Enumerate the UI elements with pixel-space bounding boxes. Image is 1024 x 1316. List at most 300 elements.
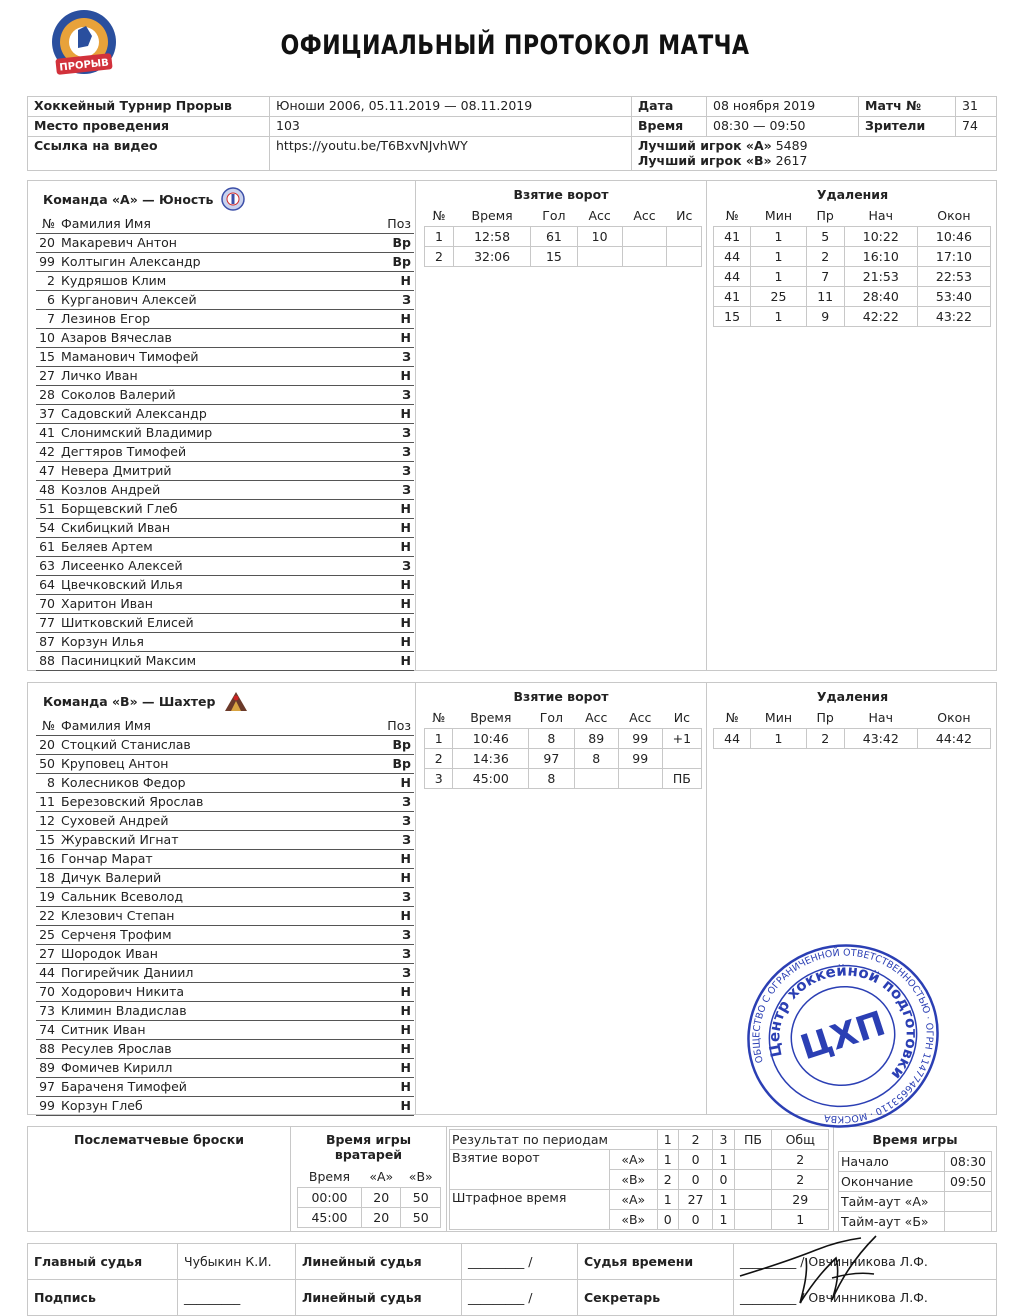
goal-header-g_ast: Асс [577, 206, 622, 226]
game-time-value [945, 1192, 992, 1212]
player-position: Н [384, 328, 414, 347]
player-name: Борщевский Глеб [58, 499, 384, 518]
gk-cell: 45:00 [298, 1207, 362, 1227]
penalty-row [714, 306, 991, 326]
player-position: З [384, 480, 414, 499]
roster-row [36, 575, 414, 594]
penalty-row-cell: 1 [751, 226, 806, 246]
player-number: 99 [36, 1096, 58, 1115]
goal-row-cell [667, 226, 702, 246]
gk-cell: 50 [401, 1207, 441, 1227]
penalty-time-row-cell: «В» [610, 1210, 658, 1230]
team-b-goals-table [424, 708, 702, 789]
penalty-time-row [450, 1190, 829, 1210]
goal-header-g_goal: Гол [531, 206, 578, 226]
player-position: З [384, 290, 414, 309]
roster-row [36, 1020, 414, 1039]
game-time-value: 08:30 [945, 1152, 992, 1172]
penalty-time-row-cell [734, 1210, 772, 1230]
periods-title: Результат по периодам [450, 1130, 658, 1150]
player-name: Харитон Иван [58, 594, 384, 613]
player-position: Н [384, 651, 414, 670]
goal-row-cell: 3 [425, 768, 453, 788]
player-name: Корзун Глеб [58, 1096, 384, 1115]
player-name: Круповец Антон [58, 754, 384, 773]
tournament-value: Юноши 2006, 05.11.2019 — 08.11.2019 [270, 97, 632, 117]
player-name: Макаревич Антон [58, 233, 384, 252]
penalty-row [714, 246, 991, 266]
goal-row-cell: +1 [662, 728, 701, 748]
player-number: 7 [36, 309, 58, 328]
player-position: Н [384, 1020, 414, 1039]
game-time-label: Начало [839, 1152, 945, 1172]
player-position: Н [384, 366, 414, 385]
penalty-row-cell: 17:10 [917, 246, 990, 266]
tournament-label: Хоккейный Турнир Прорыв [28, 97, 270, 117]
roster-row [36, 632, 414, 651]
signature-label: Подпись [28, 1280, 178, 1316]
goal-row-cell: 99 [618, 748, 662, 768]
period-results-table [449, 1129, 829, 1230]
player-number: 2 [36, 271, 58, 290]
venue-label: Место проведения [28, 117, 270, 137]
match-number-value: 31 [956, 97, 997, 117]
roster-row [36, 1039, 414, 1058]
roster-row [36, 1058, 414, 1077]
penalty-row-cell: 44 [714, 246, 751, 266]
player-name: Лезинов Егор [58, 309, 384, 328]
player-name: Пасиницкий Максим [58, 651, 384, 670]
goals-row-cell: «А» [610, 1150, 658, 1170]
roster-row [36, 963, 414, 982]
player-position: Вр [384, 754, 414, 773]
player-number: 70 [36, 982, 58, 1001]
roster-row [36, 252, 414, 271]
roster-row [36, 754, 414, 773]
penalty-time-row-cell: 1 [713, 1190, 734, 1210]
roster-row [36, 1001, 414, 1020]
player-number: 87 [36, 632, 58, 651]
roster-row [36, 347, 414, 366]
player-number: 42 [36, 442, 58, 461]
spectators-label: Зрители [859, 117, 956, 137]
player-name: Соколов Валерий [58, 385, 384, 404]
player-position: З [384, 830, 414, 849]
player-position: Н [384, 613, 414, 632]
roster-row [36, 385, 414, 404]
goal-row-cell: 45:00 [453, 768, 529, 788]
goal-header-g_situation: Ис [667, 206, 702, 226]
player-name: Гончар Марат [58, 849, 384, 868]
goals-row-cell: 0 [713, 1170, 734, 1190]
chief-referee-label: Главный судья [28, 1244, 178, 1280]
penalty-row-cell: 43:22 [917, 306, 990, 326]
player-position: Н [384, 849, 414, 868]
game-time-table [838, 1151, 992, 1232]
game-time-row [839, 1192, 992, 1212]
player-position: Н [384, 594, 414, 613]
goals-row-cell: 1 [657, 1150, 678, 1170]
penalty-row-cell: 1 [751, 266, 806, 286]
penalty-row-cell: 44 [714, 266, 751, 286]
goalkeeper-time-table [297, 1167, 441, 1228]
goals-row-cell: 2 [772, 1170, 829, 1190]
gk-cell: 50 [401, 1187, 441, 1207]
penalty-time-row-cell: 1 [713, 1210, 734, 1230]
roster-row [36, 290, 414, 309]
penalty-time-row-cell: 0 [657, 1210, 678, 1230]
player-name: Лисеенко Алексей [58, 556, 384, 575]
player-position: З [384, 461, 414, 480]
period-header: 3 [713, 1130, 734, 1150]
penalty-row-cell: 44 [714, 728, 751, 748]
player-number: 99 [36, 252, 58, 271]
penalty-time-row-cell: 0 [678, 1210, 712, 1230]
penalty-row-cell: 16:10 [844, 246, 917, 266]
goal-header-g_num: № [425, 206, 454, 226]
goals-row-cell: 1 [713, 1150, 734, 1170]
roster-row [36, 887, 414, 906]
penalty-header-p_pr: Пр [806, 708, 844, 728]
penalty-header-p_end: Окон [917, 206, 990, 226]
penalty-row-cell: 28:40 [844, 286, 917, 306]
gk-row [298, 1187, 441, 1207]
roster-row [36, 811, 414, 830]
penalty-row-cell: 41 [714, 226, 751, 246]
penalty-header-p_pr: Пр [806, 206, 844, 226]
team-b-penalties-title: Удаления [816, 689, 889, 704]
player-name: Фомичев Кирилл [58, 1058, 384, 1077]
roster-name-header: Фамилия Имя [58, 214, 384, 233]
player-name: Стоцкий Станислав [58, 735, 384, 754]
goal-row-cell: 1 [425, 728, 453, 748]
gk-cell: 20 [362, 1187, 401, 1207]
roster-row [36, 233, 414, 252]
team-a-penalties-table [713, 206, 991, 327]
secretary-label: Секретарь [578, 1280, 734, 1316]
roster-row [36, 1077, 414, 1096]
roster-row [36, 271, 414, 290]
penalty-row-cell: 1 [751, 246, 806, 266]
player-number: 10 [36, 328, 58, 347]
player-name: Кудряшов Клим [58, 271, 384, 290]
game-time-value [945, 1212, 992, 1232]
player-number: 89 [36, 1058, 58, 1077]
period-header: Общ [772, 1130, 829, 1150]
player-name: Беляев Артем [58, 537, 384, 556]
player-number: 12 [36, 811, 58, 830]
gk-header: Время [298, 1167, 362, 1187]
goals-row-cell: 2 [657, 1170, 678, 1190]
player-number: 41 [36, 423, 58, 442]
player-number: 15 [36, 830, 58, 849]
goal-row-cell [662, 748, 701, 768]
goal-row-cell [622, 246, 667, 266]
player-name: Журавский Игнат [58, 830, 384, 849]
goal-row-cell [574, 768, 618, 788]
best-a-value: 5489 [775, 138, 808, 153]
gk-row [298, 1207, 441, 1227]
team-a-goals-table [424, 206, 702, 267]
goal-row-cell: 1 [425, 226, 454, 246]
penalty-time-row-cell: 1 [657, 1190, 678, 1210]
goal-row-cell: 14:36 [453, 748, 529, 768]
penalty-time-row-cell: 27 [678, 1190, 712, 1210]
linesman2-label: Линейный судья [296, 1280, 462, 1316]
roster-row [36, 423, 414, 442]
player-position: З [384, 556, 414, 575]
roster-row [36, 925, 414, 944]
time-label: Время [632, 117, 707, 137]
goal-row-cell: 10 [577, 226, 622, 246]
player-position: Н [384, 632, 414, 651]
penalty-row-cell: 22:53 [917, 266, 990, 286]
penalty-time-row-cell: 29 [772, 1190, 829, 1210]
player-number: 27 [36, 944, 58, 963]
player-number: 73 [36, 1001, 58, 1020]
goal-header-g_ast2: Асс [618, 708, 662, 728]
penalty-row-cell: 10:22 [844, 226, 917, 246]
goal-row [425, 246, 702, 266]
penalty-row-cell: 10:46 [917, 226, 990, 246]
goal-row-cell: 97 [529, 748, 575, 768]
stamp-ring-text: ОБЩЕСТВО С ОГРАНИЧЕННОЙ ОТВЕТСТВЕННОСТЬЮ · ОГРН 1147746653110 · МОСКВА [751, 947, 935, 1125]
period-header: 2 [678, 1130, 712, 1150]
linesman2-value: _________ / [462, 1280, 578, 1316]
player-position: З [384, 792, 414, 811]
stamp-inner-text: Центр хоккейной подготовки [765, 961, 921, 1083]
chief-referee-value: Чубыкин К.И. [178, 1244, 296, 1280]
penalty-row-cell: 44:42 [917, 728, 990, 748]
penalty-row-cell: 43:42 [844, 728, 917, 748]
period-header: ПБ [734, 1130, 772, 1150]
goals-row-cell: 0 [678, 1150, 712, 1170]
goal-row [425, 768, 702, 788]
roster-row [36, 480, 414, 499]
team-a-roster [36, 214, 414, 671]
player-position: Вр [384, 233, 414, 252]
player-name: Клезович Степан [58, 906, 384, 925]
goal-row-cell: 89 [574, 728, 618, 748]
spectators-value: 74 [956, 117, 997, 137]
goals-row-label: Взятие ворот [450, 1150, 610, 1190]
penalty-row-cell: 7 [806, 266, 844, 286]
player-position: З [384, 385, 414, 404]
period-header: 1 [657, 1130, 678, 1150]
player-name: Азаров Вячеслав [58, 328, 384, 347]
goal-row-cell: 99 [618, 728, 662, 748]
player-position: Н [384, 773, 414, 792]
roster-row [36, 1096, 414, 1115]
roster-row [36, 944, 414, 963]
team-a-section [27, 180, 997, 671]
team-a-penalties-title: Удаления [816, 187, 889, 202]
penalty-row [714, 286, 991, 306]
player-number: 15 [36, 347, 58, 366]
player-name: Маманович Тимофей [58, 347, 384, 366]
goal-row-cell [667, 246, 702, 266]
goal-row-cell: 10:46 [453, 728, 529, 748]
team-b-name: Команда «В» — Шахтер [43, 693, 216, 709]
player-number: 77 [36, 613, 58, 632]
goal-row-cell [618, 768, 662, 788]
roster-row [36, 537, 414, 556]
player-name: Ситник Иван [58, 1020, 384, 1039]
penalty-row-cell: 1 [751, 306, 806, 326]
player-name: Климин Владислав [58, 1001, 384, 1020]
roster-row [36, 830, 414, 849]
timekeeper-value: _________ / Овчинникова Л.Ф. [734, 1244, 997, 1280]
player-name: Суховей Андрей [58, 811, 384, 830]
penalty-row-cell: 53:40 [917, 286, 990, 306]
player-number: 25 [36, 925, 58, 944]
player-position: З [384, 811, 414, 830]
player-name: Шитковский Елисей [58, 613, 384, 632]
player-number: 54 [36, 518, 58, 537]
penalty-header-p_start: Нач [844, 708, 917, 728]
roster-row [36, 613, 414, 632]
penalty-row-cell: 2 [806, 246, 844, 266]
goal-row-cell: 15 [531, 246, 578, 266]
penalty-row-cell: 41 [714, 286, 751, 306]
roster-row [36, 849, 414, 868]
game-time-row [839, 1152, 992, 1172]
penalty-row-cell: 25 [751, 286, 806, 306]
best-b-label: Лучший игрок «В» [638, 153, 772, 168]
goals-row-cell [734, 1150, 772, 1170]
penalty-header-p_num: № [714, 708, 751, 728]
player-number: 70 [36, 594, 58, 613]
player-position: Н [384, 537, 414, 556]
goals-row-cell: 0 [678, 1170, 712, 1190]
penalty-time-row-cell [734, 1190, 772, 1210]
penalty-time-row-label: Штрафное время [450, 1190, 610, 1230]
player-name: Серченя Трофим [58, 925, 384, 944]
player-name: Погирейчик Даниил [58, 963, 384, 982]
roster-row [36, 773, 414, 792]
player-name: Корзун Илья [58, 632, 384, 651]
goal-row [425, 226, 702, 246]
tournament-logo [42, 8, 132, 80]
penalty-header-p_end: Окон [917, 708, 990, 728]
player-name: Шородок Иван [58, 944, 384, 963]
player-position: Н [384, 309, 414, 328]
game-time-row [839, 1172, 992, 1192]
player-position: З [384, 347, 414, 366]
goals-row-cell [734, 1170, 772, 1190]
player-name: Личко Иван [58, 366, 384, 385]
penalty-row-cell: 42:22 [844, 306, 917, 326]
goal-row-cell [577, 246, 622, 266]
player-position: З [384, 442, 414, 461]
goal-header-g_ast2: Асс [622, 206, 667, 226]
roster-row [36, 906, 414, 925]
logo-text: ПРОРЫВ [58, 57, 110, 74]
roster-row [36, 309, 414, 328]
player-number: 47 [36, 461, 58, 480]
roster-name-header: Фамилия Имя [58, 716, 384, 735]
player-position: Н [384, 575, 414, 594]
team-a-name: Команда «А» — Юность [43, 191, 214, 207]
goal-row-cell: 61 [531, 226, 578, 246]
roster-row [36, 499, 414, 518]
player-name: Козлов Андрей [58, 480, 384, 499]
roster-row [36, 366, 414, 385]
official-stamp [745, 943, 941, 1129]
player-position: Н [384, 499, 414, 518]
roster-pos-header: Поз [384, 214, 414, 233]
player-position: З [384, 423, 414, 442]
player-name: Невера Дмитрий [58, 461, 384, 480]
player-number: 44 [36, 963, 58, 982]
player-number: 6 [36, 290, 58, 309]
game-time-label: Тайм-аут «А» [839, 1192, 945, 1212]
roster-row [36, 518, 414, 537]
penalty-row-cell: 21:53 [844, 266, 917, 286]
player-position: Н [384, 868, 414, 887]
video-link[interactable]: https://youtu.be/T6BxvNJvhWY [270, 137, 632, 171]
goal-row [425, 748, 702, 768]
player-number: 88 [36, 651, 58, 670]
player-name: Березовский Ярослав [58, 792, 384, 811]
player-name: Садовский Александр [58, 404, 384, 423]
roster-num-header: № [36, 214, 58, 233]
player-number: 61 [36, 537, 58, 556]
timekeeper-label: Судья времени [578, 1244, 734, 1280]
goal-row-cell: 8 [529, 728, 575, 748]
goal-header-g_ast: Асс [574, 708, 618, 728]
goal-row-cell: 32:06 [454, 246, 531, 266]
player-position: Н [384, 906, 414, 925]
player-number: 11 [36, 792, 58, 811]
gk-cell: 00:00 [298, 1187, 362, 1207]
player-number: 18 [36, 868, 58, 887]
linesman-label: Линейный судья [296, 1244, 462, 1280]
player-name: Дичук Валерий [58, 868, 384, 887]
date-value: 08 ноября 2019 [707, 97, 859, 117]
player-position: Н [384, 982, 414, 1001]
goal-row-cell: ПБ [662, 768, 701, 788]
player-number: 88 [36, 1039, 58, 1058]
video-label: Ссылка на видео [28, 137, 270, 171]
goal-header-g_time: Время [454, 206, 531, 226]
player-position: З [384, 887, 414, 906]
player-position: Н [384, 271, 414, 290]
player-position: З [384, 925, 414, 944]
roster-row [36, 556, 414, 575]
penalty-row-cell: 1 [751, 728, 806, 748]
player-name: Колесников Федор [58, 773, 384, 792]
goal-row [425, 728, 702, 748]
player-position: Н [384, 404, 414, 423]
penalty-row [714, 226, 991, 246]
player-number: 51 [36, 499, 58, 518]
team-a-emblem-icon [221, 187, 245, 211]
secretary-value: _________ / Овчинникова Л.Ф. [734, 1280, 997, 1316]
player-number: 28 [36, 385, 58, 404]
player-name: Сальник Всеволод [58, 887, 384, 906]
roster-pos-header: Поз [384, 716, 414, 735]
game-time-value: 09:50 [945, 1172, 992, 1192]
penalty-row [714, 728, 991, 748]
match-info-table [27, 96, 997, 171]
goals-row-cell: «В» [610, 1170, 658, 1190]
penalty-header-p_min: Мин [751, 708, 806, 728]
summary-section [27, 1126, 997, 1232]
player-number: 37 [36, 404, 58, 423]
shootout-title: Послематчевые броски [73, 1132, 244, 1147]
goal-header-g_num: № [425, 708, 453, 728]
